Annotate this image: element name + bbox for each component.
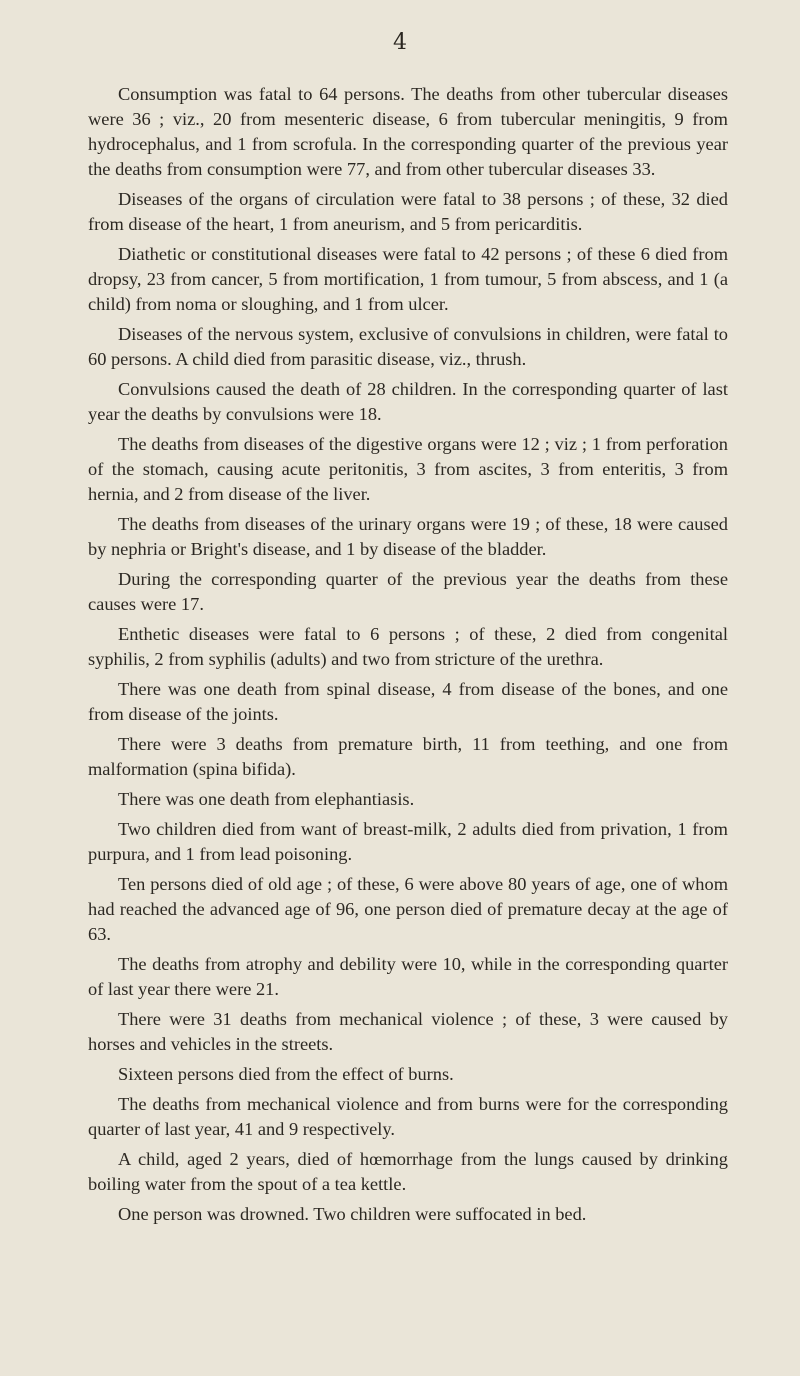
page-number: 4 [393, 30, 407, 55]
paragraph-circulation: Diseases of the organs of circulation were fatal to 38 persons ; of these, 32 died from disease of the heart, 1 from aneurism, and 5 from pericarditis. [88, 189, 728, 234]
paragraph-atrophy: The deaths from atrophy and debility were 10, while in the corresponding quarter of last year there were 21. [88, 954, 728, 999]
paragraph-consumption: Consumption was fatal to 64 persons. The deaths from other tubercular diseases were 36 ; viz., 20 from mesenteric disease, 6 from tubercular meningitis, 9 from hydrocephalus, and 1 from scrofula. In the corresponding quarter of the previous year the deaths from consumption were 77, and from other tubercular diseases 33. [88, 84, 728, 179]
paragraph-drowned: One person was drowned. Two children were suffocated in bed. [118, 1204, 587, 1224]
paragraph-urinary-previous: During the corresponding quarter of the previous year the deaths from these causes were 17. [88, 569, 728, 614]
paragraph-haemorrhage: A child, aged 2 years, died of hœmorrhage from the lungs caused by drinking boiling water from the spout of a tea kettle. [88, 1149, 728, 1194]
paragraph-enthetic: Enthetic diseases were fatal to 6 persons ; of these, 2 died from congenital syphilis, 2 from syphilis (adults) and two from stricture of the urethra. [88, 624, 728, 669]
paragraph-privation: Two children died from want of breast-milk, 2 adults died from privation, 1 from purpura, and 1 from lead poisoning. [88, 819, 728, 864]
paragraph-burns: Sixteen persons died from the effect of burns. [118, 1064, 454, 1084]
paragraph-premature-birth: There were 3 deaths from premature birth, 11 from teething, and one from malformation (spina bifida). [88, 734, 728, 779]
paragraph-nervous-system: Diseases of the nervous system, exclusive of convulsions in children, were fatal to 60 persons. A child died from parasitic disease, viz., thrush. [88, 324, 728, 369]
paragraph-diathetic: Diathetic or constitutional diseases were fatal to 42 persons ; of these 6 died from dropsy, 23 from cancer, 5 from mortification, 1 from tumour, 5 from abscess, and 1 (a child) from noma or sloughing, and 1 from ulcer. [88, 244, 728, 314]
body-text [88, 82, 728, 1232]
paragraph-elephantiasis: There was one death from elephantiasis. [118, 789, 415, 809]
paragraph-spinal: There was one death from spinal disease, 4 from disease of the bones, and one from disease of the joints. [88, 679, 728, 724]
paragraph-mechanical-violence: There were 31 deaths from mechanical violence ; of these, 3 were caused by horses and vehicles in the streets. [88, 1009, 728, 1054]
paragraph-old-age: Ten persons died of old age ; of these, 6 were above 80 years of age, one of whom had reached the advanced age of 96, one person died of premature decay at the age of 63. [88, 874, 728, 944]
paragraph-convulsions: Convulsions caused the death of 28 children. In the corresponding quarter of last year the deaths by convulsions were 18. [88, 379, 728, 424]
paragraph-urinary: The deaths from diseases of the urinary organs were 19 ; of these, 18 were caused by nephria or Bright's disease, and 1 by disease of the bladder. [88, 514, 728, 559]
paragraph-digestive: The deaths from diseases of the digestive organs were 12 ; viz ; 1 from perforation of the stomach, causing acute peritonitis, 3 from ascites, 3 from enteritis, 3 from hernia, and 2 from disease of the liver. [88, 434, 728, 504]
paragraph-violence-previous: The deaths from mechanical violence and from burns were for the corresponding quarter of last year, 41 and 9 respectively. [88, 1094, 728, 1139]
